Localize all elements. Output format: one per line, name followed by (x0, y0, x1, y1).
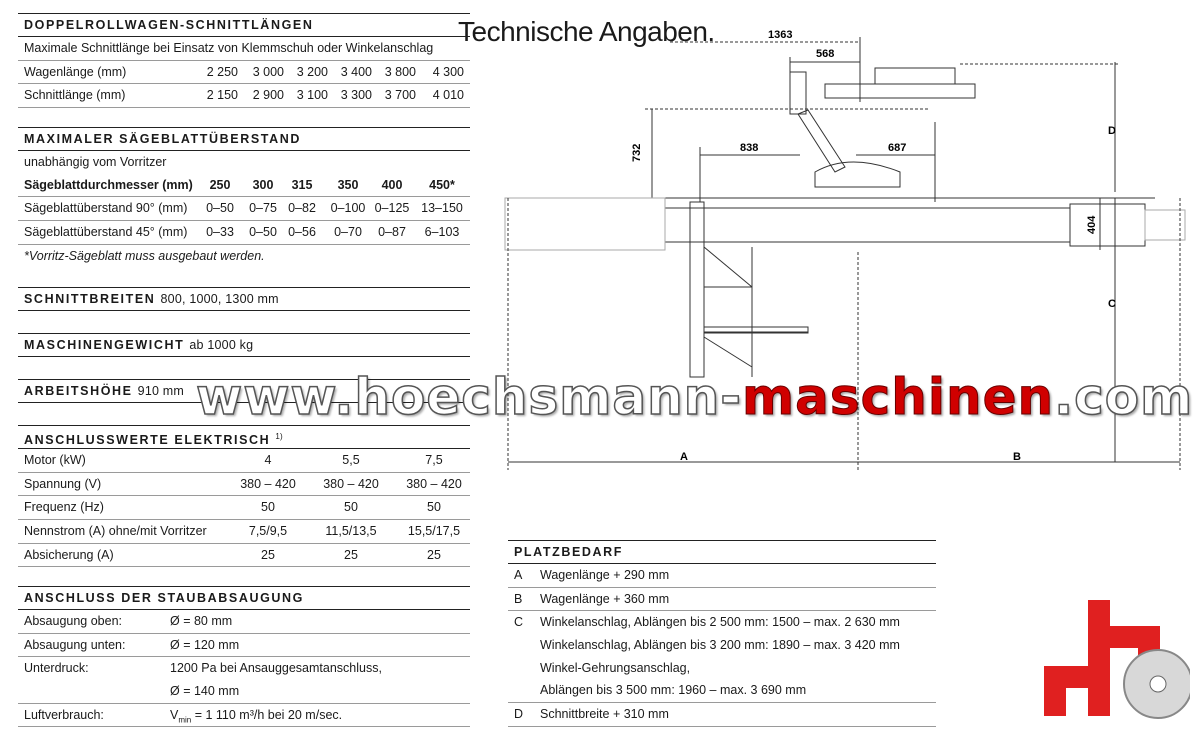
cell: 50 (427, 500, 441, 515)
table-row (18, 610, 470, 634)
dim-B: B (1013, 451, 1021, 463)
row-text: Wagenlänge + 360 mm (540, 591, 670, 606)
cell: 2 150 (206, 88, 238, 103)
section-saegeblatt (18, 127, 470, 267)
table-row (18, 84, 470, 108)
row-label: Absicherung (A) (24, 547, 114, 562)
header-label: SCHNITTBREITEN (24, 292, 156, 306)
dim-A: A (680, 451, 688, 463)
dim-1363: 1363 (768, 29, 793, 41)
cell: 6–103 (424, 225, 460, 240)
frame (704, 337, 752, 367)
table-row (18, 449, 470, 473)
section-header (18, 287, 470, 311)
row-label: Absaugung unten: (24, 637, 126, 652)
intro-row (18, 151, 470, 174)
extension-left (505, 198, 665, 250)
section-header: ANSCHLUSS DER STAUBABSAUGUNG (18, 586, 470, 610)
section-header: PLATZBEDARF (508, 540, 936, 564)
table-row (18, 704, 470, 728)
row-label: Spannung (V) (24, 476, 102, 491)
section-doppelrollwagen (18, 13, 470, 108)
row-text: Wagenlänge + 290 mm (540, 568, 670, 582)
table-row (18, 221, 470, 245)
row-value: 1200 Pa bei Ansauggesamtanschluss, (170, 661, 382, 676)
intro-text: Maximale Schnittlänge bei Einsatz von Klemmschuh oder Winkelanschlag (24, 41, 434, 55)
cell: 0–100 (330, 201, 366, 216)
outrigger-rail (690, 202, 704, 377)
section-header (18, 333, 470, 357)
cell: 13–150 (421, 201, 463, 216)
row-value (170, 704, 342, 732)
header-label: ARBEITSHÖHE (24, 384, 133, 398)
cell: 4 (264, 453, 272, 467)
cell: 3 400 (340, 64, 372, 79)
section-platzbedarf (508, 540, 936, 727)
cell: 2 250 (206, 64, 238, 79)
cell: 3 800 (384, 64, 416, 79)
cell: 25 (261, 547, 275, 562)
row-value: Ø = 140 mm (170, 684, 240, 699)
row-label: Sägeblattdurchmesser (mm) (24, 177, 193, 192)
table-row (508, 657, 936, 680)
section-gewicht (18, 333, 470, 357)
watermark-part2: maschinen (742, 368, 1055, 426)
header-sup: 1) (275, 432, 283, 441)
cell: 3 100 (296, 88, 328, 103)
table-row (18, 657, 470, 680)
row-text: Winkelanschlag, Ablängen bis 2 500 mm: 1500 – max. 2 630 mm (540, 615, 900, 630)
section-header (18, 425, 470, 449)
cell: 25 (427, 547, 441, 562)
table-row (508, 611, 936, 634)
row-label: Sägeblattüberstand 90° (mm) (24, 201, 188, 216)
cell: 7,5/9,5 (248, 524, 288, 539)
extension-right (1070, 204, 1145, 246)
cell: 380 – 420 (323, 476, 379, 491)
dim-568: 568 (816, 48, 835, 60)
watermark (196, 368, 1193, 426)
cell: 380 – 420 (240, 476, 296, 491)
row-label: Unterdruck: (24, 661, 89, 676)
row-key: A (514, 568, 523, 582)
fence (825, 84, 975, 98)
row-text: Winkelanschlag, Ablängen bis 3 200 mm: 1890 – max. 3 420 mm (540, 638, 900, 653)
value-pre: V (170, 707, 179, 722)
cell: 15,5/17,5 (407, 524, 461, 539)
row-key: D (514, 707, 524, 722)
cell: 0–125 (374, 201, 410, 216)
row-label: Frequenz (Hz) (24, 500, 104, 515)
cell: 300 (252, 177, 274, 192)
footnote (18, 245, 470, 268)
cell: 3 000 (252, 64, 284, 79)
row-text: Winkel-Gehrungsanschlag, (540, 660, 691, 675)
cell: 350 (337, 177, 359, 192)
value-sub: min (178, 715, 192, 725)
footnote-text: *Vorritz-Sägeblatt muss ausgebaut werden. (24, 248, 265, 263)
dim-687: 687 (888, 142, 907, 154)
dim-838: 838 (740, 142, 759, 154)
cell: 450* (429, 177, 455, 192)
row-text: Schnittbreite + 310 mm (540, 707, 669, 722)
cell: 0–50 (249, 225, 277, 240)
page-title: Technische Angaben. (458, 16, 715, 47)
section-staubabsaugung (18, 586, 470, 727)
end-cap (1145, 210, 1185, 240)
cell: 0–56 (288, 225, 316, 240)
cell: 25 (344, 547, 358, 562)
row-label: Absaugung oben: (24, 614, 123, 628)
blade-guard (815, 162, 900, 187)
cell: 315 (291, 177, 313, 192)
section-header: MAXIMALER SÄGEBLATTÜBERSTAND (18, 127, 470, 151)
cell: 3 700 (384, 88, 416, 103)
cell: 4 010 (432, 88, 464, 103)
row-key: B (514, 591, 523, 606)
cell: 0–82 (288, 201, 316, 216)
header-value: 910 mm (137, 384, 185, 398)
table-row (18, 496, 470, 520)
row-text: Ablängen bis 3 500 mm: 1960 – max. 3 690 mm (540, 683, 807, 698)
cell: 3 200 (296, 64, 328, 79)
table-row (508, 634, 936, 657)
cell: 50 (344, 500, 358, 515)
cell: 0–70 (334, 225, 362, 240)
row-key: C (514, 615, 524, 630)
watermark-part3: .com (1054, 368, 1194, 426)
dim-C: C (1108, 298, 1116, 310)
row-label: Luftverbrauch: (24, 707, 104, 722)
row-value: Ø = 80 mm (170, 614, 233, 628)
cell: 0–50 (206, 201, 234, 216)
header-label: MASCHINENGEWICHT (24, 338, 185, 352)
sliding-table (665, 208, 1070, 242)
cell: 0–33 (206, 225, 234, 240)
guard-arm (798, 110, 845, 172)
row-label: Schnittlänge (mm) (24, 88, 126, 103)
table-head-row (18, 174, 470, 198)
cell: 5,5 (342, 453, 360, 467)
table-row (18, 61, 470, 85)
section-header: DOPPELROLLWAGEN-SCHNITTLÄNGEN (18, 13, 470, 37)
guard-post (790, 72, 806, 114)
row-label: Motor (kW) (24, 453, 86, 467)
cell: 4 300 (432, 64, 464, 79)
header-value: ab 1000 kg (189, 338, 254, 352)
row-label: Nennstrom (A) ohne/mit Vorritzer (24, 524, 207, 539)
table-row (508, 679, 936, 703)
row-label: Sägeblattüberstand 45° (mm) (24, 225, 188, 240)
table-row (18, 634, 470, 658)
cell: 50 (261, 500, 275, 515)
cell: 3 300 (340, 88, 372, 103)
table-row (508, 588, 936, 612)
dim-404: 404 (1086, 215, 1098, 234)
value-post: = 1 110 m³/h bei 20 m/sec. (191, 707, 343, 722)
table-row (18, 197, 470, 221)
cell: 0–87 (378, 225, 406, 240)
intro-row (18, 37, 470, 61)
cell: 7,5 (425, 453, 443, 467)
cell: 250 (209, 177, 231, 192)
intro-text: unabhängig vom Vorritzer (24, 155, 167, 169)
table-row (508, 703, 936, 727)
cell: 400 (381, 177, 403, 192)
table-row (18, 473, 470, 497)
cell: 11,5/13,5 (325, 524, 377, 539)
hoechsmann-logo (1040, 596, 1190, 728)
table-row (18, 544, 470, 568)
cell: 2 900 (252, 88, 284, 103)
table-row (18, 680, 470, 704)
dim-D: D (1108, 125, 1116, 137)
header-label: ANSCHLUSSWERTE ELEKTRISCH (24, 433, 271, 448)
row-value: Ø = 120 mm (170, 637, 240, 652)
header-value: 800, 1000, 1300 mm (160, 292, 279, 306)
dim-732: 732 (631, 143, 643, 162)
cell: 0–75 (249, 201, 277, 216)
row-label: Wagenlänge (mm) (24, 64, 127, 79)
frame (704, 247, 752, 287)
section-elektrisch (18, 425, 470, 567)
watermark-part1: www.hoechsmann- (196, 368, 743, 426)
table-row (18, 520, 470, 544)
cell: 380 – 420 (406, 476, 462, 491)
table-row (508, 564, 936, 588)
section-schnittbreiten (18, 287, 470, 311)
fence-head (875, 68, 955, 84)
